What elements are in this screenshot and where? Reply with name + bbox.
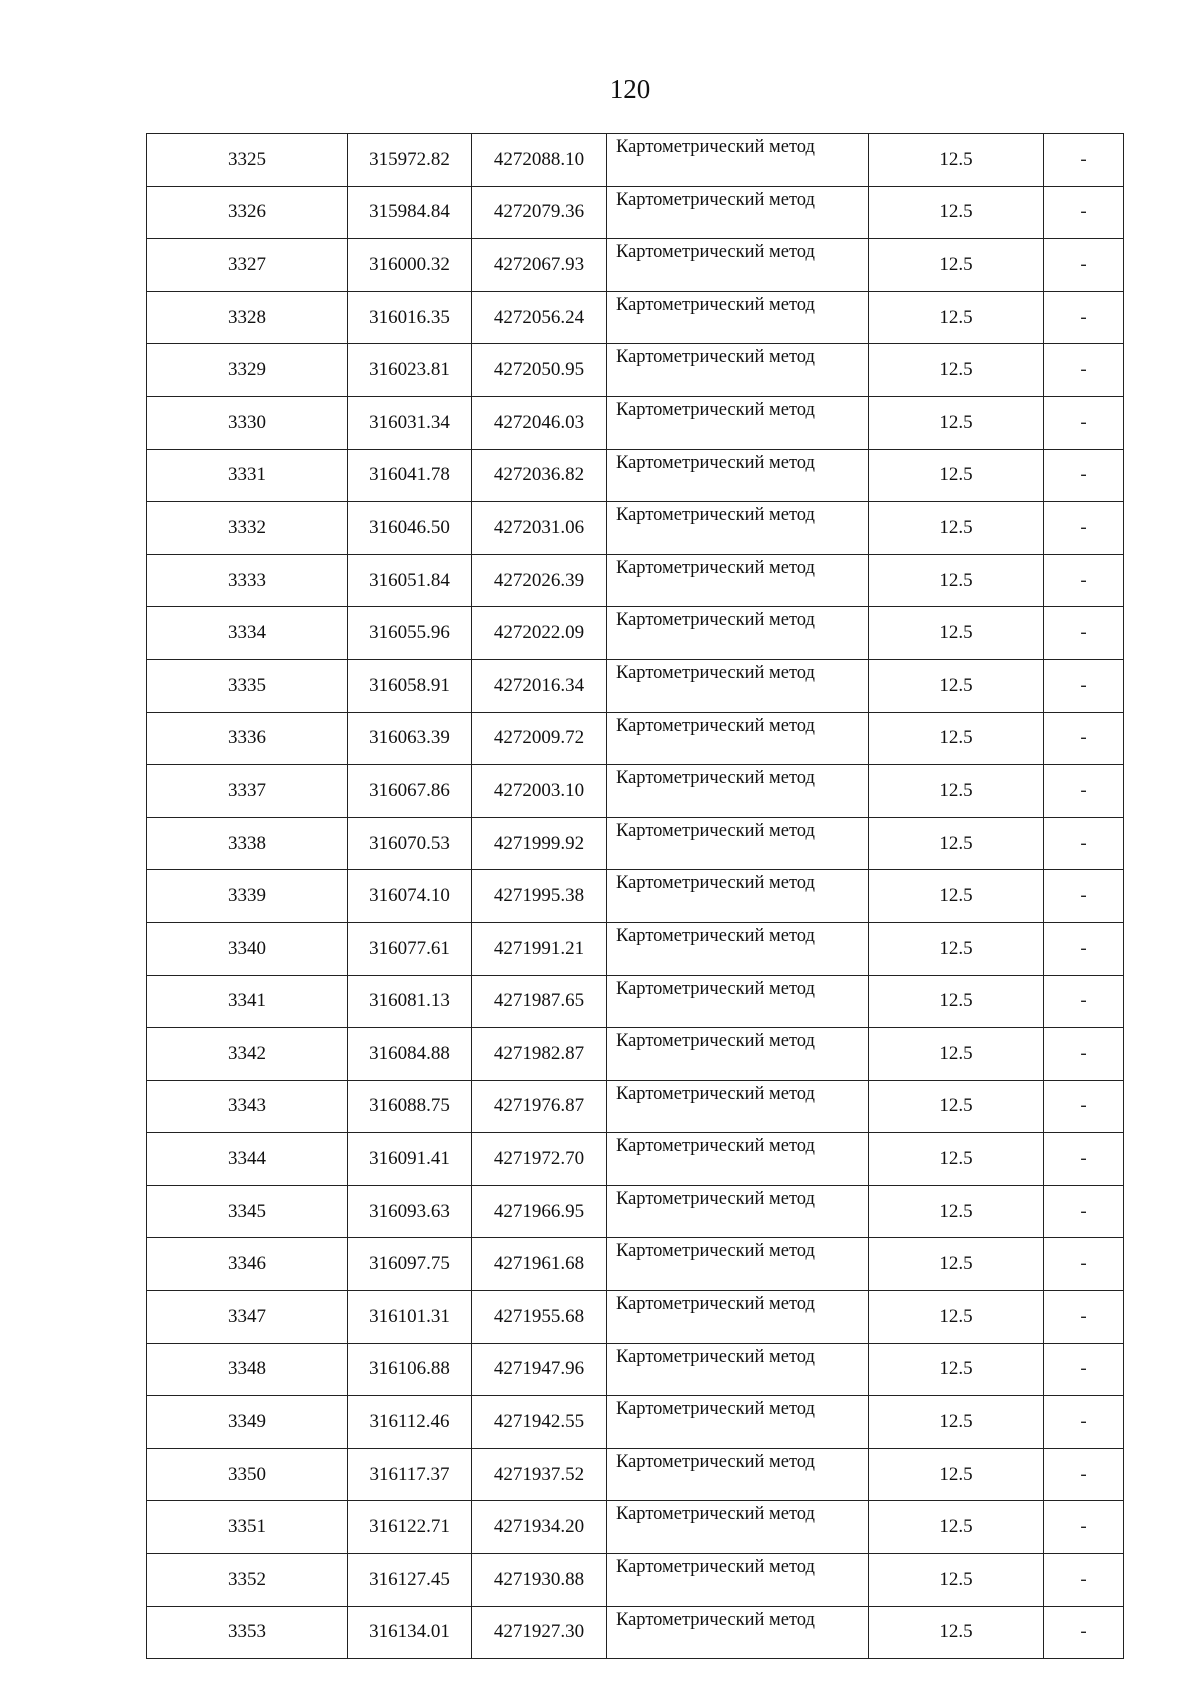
table-row [147,1028,1124,1081]
x-coordinate-cell: 316023.81 [348,344,472,397]
accuracy-cell: 12.5 [869,1396,1044,1449]
note-cell: - [1044,1291,1124,1344]
point-number-cell: 3347 [147,1291,348,1344]
method-cell: Картометрический метод [607,765,869,818]
accuracy-cell: 12.5 [869,659,1044,712]
accuracy-cell: 12.5 [869,1554,1044,1607]
accuracy-cell: 12.5 [869,291,1044,344]
accuracy-cell: 12.5 [869,134,1044,187]
y-coordinate-cell: 4272050.95 [472,344,607,397]
note-cell: - [1044,975,1124,1028]
point-number-cell: 3341 [147,975,348,1028]
accuracy-cell: 12.5 [869,607,1044,660]
y-coordinate-cell: 4271987.65 [472,975,607,1028]
point-number-cell: 3330 [147,396,348,449]
y-coordinate-cell: 4272009.72 [472,712,607,765]
x-coordinate-cell: 316070.53 [348,817,472,870]
note-cell: - [1044,1343,1124,1396]
note-cell: - [1044,344,1124,397]
method-cell: Картометрический метод [607,1448,869,1501]
coordinates-table [146,133,1124,1659]
accuracy-cell: 12.5 [869,449,1044,502]
x-coordinate-cell: 316134.01 [348,1606,472,1659]
x-coordinate-cell: 316091.41 [348,1133,472,1186]
y-coordinate-cell: 4272022.09 [472,607,607,660]
note-cell: - [1044,659,1124,712]
x-coordinate-cell: 316097.75 [348,1238,472,1291]
accuracy-cell: 12.5 [869,554,1044,607]
y-coordinate-cell: 4272079.36 [472,186,607,239]
table-row [147,1133,1124,1186]
table-row [147,870,1124,923]
table-row [147,975,1124,1028]
note-cell: - [1044,1554,1124,1607]
y-coordinate-cell: 4271927.30 [472,1606,607,1659]
table-row [147,1238,1124,1291]
accuracy-cell: 12.5 [869,1291,1044,1344]
table-row [147,396,1124,449]
table-row [147,1343,1124,1396]
method-cell: Картометрический метод [607,344,869,397]
table-row [147,1554,1124,1607]
table-row [147,1448,1124,1501]
x-coordinate-cell: 316081.13 [348,975,472,1028]
point-number-cell: 3335 [147,659,348,712]
note-cell: - [1044,765,1124,818]
y-coordinate-cell: 4272036.82 [472,449,607,502]
table-row [147,186,1124,239]
table-row [147,1080,1124,1133]
method-cell: Картометрический метод [607,1185,869,1238]
table-row [147,712,1124,765]
method-cell: Картометрический метод [607,1606,869,1659]
method-cell: Картометрический метод [607,975,869,1028]
x-coordinate-cell: 316101.31 [348,1291,472,1344]
point-number-cell: 3350 [147,1448,348,1501]
note-cell: - [1044,870,1124,923]
note-cell: - [1044,922,1124,975]
table-row [147,291,1124,344]
point-number-cell: 3327 [147,239,348,292]
note-cell: - [1044,1396,1124,1449]
point-number-cell: 3328 [147,291,348,344]
accuracy-cell: 12.5 [869,396,1044,449]
method-cell: Картометрический метод [607,396,869,449]
x-coordinate-cell: 316016.35 [348,291,472,344]
y-coordinate-cell: 4271961.68 [472,1238,607,1291]
table-row [147,344,1124,397]
table-row [147,765,1124,818]
accuracy-cell: 12.5 [869,502,1044,555]
accuracy-cell: 12.5 [869,975,1044,1028]
table-row [147,449,1124,502]
note-cell: - [1044,186,1124,239]
y-coordinate-cell: 4272067.93 [472,239,607,292]
method-cell: Картометрический метод [607,1291,869,1344]
x-coordinate-cell: 316112.46 [348,1396,472,1449]
x-coordinate-cell: 315984.84 [348,186,472,239]
accuracy-cell: 12.5 [869,1028,1044,1081]
x-coordinate-cell: 316046.50 [348,502,472,555]
note-cell: - [1044,554,1124,607]
table-row [147,817,1124,870]
method-cell: Картометрический метод [607,870,869,923]
accuracy-cell: 12.5 [869,1606,1044,1659]
method-cell: Картометрический метод [607,1080,869,1133]
y-coordinate-cell: 4271930.88 [472,1554,607,1607]
method-cell: Картометрический метод [607,502,869,555]
point-number-cell: 3332 [147,502,348,555]
point-number-cell: 3352 [147,1554,348,1607]
point-number-cell: 3329 [147,344,348,397]
y-coordinate-cell: 4272046.03 [472,396,607,449]
y-coordinate-cell: 4271966.95 [472,1185,607,1238]
x-coordinate-cell: 316067.86 [348,765,472,818]
point-number-cell: 3353 [147,1606,348,1659]
note-cell: - [1044,502,1124,555]
note-cell: - [1044,1028,1124,1081]
accuracy-cell: 12.5 [869,1133,1044,1186]
note-cell: - [1044,291,1124,344]
accuracy-cell: 12.5 [869,1501,1044,1554]
x-coordinate-cell: 316122.71 [348,1501,472,1554]
method-cell: Картометрический метод [607,1133,869,1186]
point-number-cell: 3331 [147,449,348,502]
table-row [147,1185,1124,1238]
table-row [147,239,1124,292]
point-number-cell: 3339 [147,870,348,923]
note-cell: - [1044,1606,1124,1659]
table-row [147,659,1124,712]
method-cell: Картометрический метод [607,186,869,239]
point-number-cell: 3344 [147,1133,348,1186]
x-coordinate-cell: 316000.32 [348,239,472,292]
y-coordinate-cell: 4272088.10 [472,134,607,187]
note-cell: - [1044,449,1124,502]
method-cell: Картометрический метод [607,607,869,660]
point-number-cell: 3338 [147,817,348,870]
note-cell: - [1044,239,1124,292]
y-coordinate-cell: 4271934.20 [472,1501,607,1554]
point-number-cell: 3336 [147,712,348,765]
method-cell: Картометрический метод [607,712,869,765]
x-coordinate-cell: 316041.78 [348,449,472,502]
note-cell: - [1044,1133,1124,1186]
table-row [147,607,1124,660]
method-cell: Картометрический метод [607,291,869,344]
x-coordinate-cell: 316084.88 [348,1028,472,1081]
point-number-cell: 3342 [147,1028,348,1081]
y-coordinate-cell: 4271982.87 [472,1028,607,1081]
method-cell: Картометрический метод [607,922,869,975]
method-cell: Картометрический метод [607,1554,869,1607]
table-row [147,134,1124,187]
x-coordinate-cell: 316058.91 [348,659,472,712]
x-coordinate-cell: 316031.34 [348,396,472,449]
x-coordinate-cell: 316055.96 [348,607,472,660]
method-cell: Картометрический метод [607,1396,869,1449]
point-number-cell: 3348 [147,1343,348,1396]
y-coordinate-cell: 4271955.68 [472,1291,607,1344]
point-number-cell: 3334 [147,607,348,660]
point-number-cell: 3333 [147,554,348,607]
method-cell: Картометрический метод [607,134,869,187]
method-cell: Картометрический метод [607,239,869,292]
accuracy-cell: 12.5 [869,1185,1044,1238]
y-coordinate-cell: 4271995.38 [472,870,607,923]
table-row [147,1501,1124,1554]
table-row [147,1606,1124,1659]
point-number-cell: 3345 [147,1185,348,1238]
point-number-cell: 3337 [147,765,348,818]
point-number-cell: 3346 [147,1238,348,1291]
method-cell: Картометрический метод [607,659,869,712]
y-coordinate-cell: 4271947.96 [472,1343,607,1396]
table-body [147,134,1124,1659]
y-coordinate-cell: 4272026.39 [472,554,607,607]
y-coordinate-cell: 4271972.70 [472,1133,607,1186]
y-coordinate-cell: 4271976.87 [472,1080,607,1133]
method-cell: Картометрический метод [607,1238,869,1291]
accuracy-cell: 12.5 [869,1448,1044,1501]
accuracy-cell: 12.5 [869,1080,1044,1133]
accuracy-cell: 12.5 [869,344,1044,397]
note-cell: - [1044,1185,1124,1238]
method-cell: Картометрический метод [607,817,869,870]
note-cell: - [1044,1448,1124,1501]
point-number-cell: 3326 [147,186,348,239]
table-row [147,922,1124,975]
y-coordinate-cell: 4271937.52 [472,1448,607,1501]
x-coordinate-cell: 316051.84 [348,554,472,607]
note-cell: - [1044,712,1124,765]
x-coordinate-cell: 316117.37 [348,1448,472,1501]
accuracy-cell: 12.5 [869,1238,1044,1291]
accuracy-cell: 12.5 [869,712,1044,765]
accuracy-cell: 12.5 [869,817,1044,870]
point-number-cell: 3351 [147,1501,348,1554]
y-coordinate-cell: 4271991.21 [472,922,607,975]
note-cell: - [1044,1238,1124,1291]
method-cell: Картометрический метод [607,1501,869,1554]
table-row [147,1396,1124,1449]
point-number-cell: 3349 [147,1396,348,1449]
x-coordinate-cell: 316077.61 [348,922,472,975]
accuracy-cell: 12.5 [869,922,1044,975]
method-cell: Картометрический метод [607,1028,869,1081]
point-number-cell: 3325 [147,134,348,187]
point-number-cell: 3343 [147,1080,348,1133]
note-cell: - [1044,607,1124,660]
y-coordinate-cell: 4272003.10 [472,765,607,818]
note-cell: - [1044,1501,1124,1554]
note-cell: - [1044,396,1124,449]
note-cell: - [1044,134,1124,187]
y-coordinate-cell: 4272056.24 [472,291,607,344]
y-coordinate-cell: 4272031.06 [472,502,607,555]
accuracy-cell: 12.5 [869,239,1044,292]
y-coordinate-cell: 4272016.34 [472,659,607,712]
x-coordinate-cell: 316127.45 [348,1554,472,1607]
accuracy-cell: 12.5 [869,870,1044,923]
page-number: 120 [609,74,651,104]
accuracy-cell: 12.5 [869,1343,1044,1396]
x-coordinate-cell: 316106.88 [348,1343,472,1396]
y-coordinate-cell: 4271999.92 [472,817,607,870]
x-coordinate-cell: 316063.39 [348,712,472,765]
x-coordinate-cell: 316074.10 [348,870,472,923]
x-coordinate-cell: 316093.63 [348,1185,472,1238]
y-coordinate-cell: 4271942.55 [472,1396,607,1449]
method-cell: Картометрический метод [607,1343,869,1396]
x-coordinate-cell: 315972.82 [348,134,472,187]
accuracy-cell: 12.5 [869,765,1044,818]
note-cell: - [1044,817,1124,870]
table-row [147,502,1124,555]
method-cell: Картометрический метод [607,449,869,502]
table-row [147,554,1124,607]
x-coordinate-cell: 316088.75 [348,1080,472,1133]
point-number-cell: 3340 [147,922,348,975]
table-row [147,1291,1124,1344]
method-cell: Картометрический метод [607,554,869,607]
accuracy-cell: 12.5 [869,186,1044,239]
note-cell: - [1044,1080,1124,1133]
